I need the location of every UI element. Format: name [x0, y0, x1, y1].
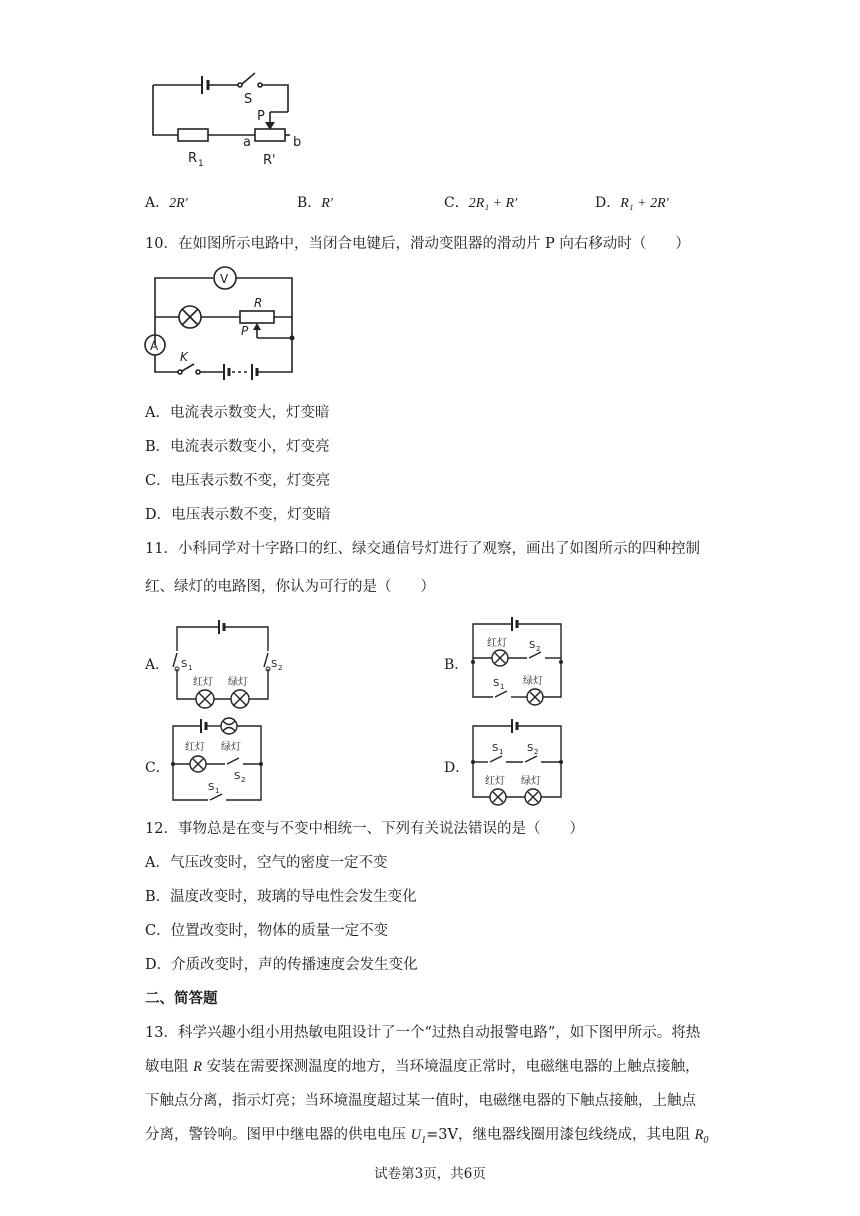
q11-option-d-label: D． [444, 760, 470, 776]
page-footer: 试卷第3页，共6页 [374, 1166, 486, 1182]
q13-line3: 下触点分离，指示灯亮；当环境温度超过某一值时，电磁继电器的下触点接触，上触点 [145, 1093, 696, 1109]
q9-r1-subscript: 1 [198, 159, 204, 169]
q11c-green: 绿灯 [221, 742, 241, 753]
q12-option-b: B．温度改变时，玻璃的导电性会发生变化 [145, 889, 417, 905]
q11c-s1-sub: 1 [215, 787, 220, 795]
section-heading: 二、简答题 [145, 990, 218, 1007]
q11-circuit-a [165, 615, 290, 710]
q11-option-a-label: A． [145, 657, 170, 673]
q9-rprime-label: R' [263, 153, 276, 168]
q9-option-d: D．R₁ + 2R′ [595, 195, 669, 211]
q11c-s1: S [208, 782, 215, 793]
q13-line4: 分离，警铃响。图甲中继电器的供电电压 $U_1=3V$，继电器线圈用漆包线绕成，其电阻 $R_0$ [145, 1127, 709, 1146]
q10-option-d: D．电压表示数不变，灯变暗 [145, 507, 331, 523]
q11-option-c-label: C． [145, 760, 170, 776]
q11a-s1: S [181, 659, 188, 670]
q10-circuit-diagram [140, 260, 310, 385]
q12-option-c: C．位置改变时，物体的质量一定不变 [145, 923, 389, 939]
q10-option-c: C．电压表示数不变，灯变亮 [145, 473, 331, 489]
q9-option-b: B．R′ [297, 195, 333, 211]
q11-circuit-d [465, 712, 570, 812]
q11-circuit-c [165, 712, 275, 807]
q11d-s1-sub: 1 [499, 748, 504, 756]
q10-voltmeter-label: V [220, 272, 229, 286]
q11b-s2: S [529, 640, 536, 651]
q10-r-label: R [254, 296, 263, 310]
q11d-s2: S [527, 743, 534, 754]
q12-option-a: A．气压改变时，空气的密度一定不变 [145, 855, 388, 871]
q11b-s1: S [493, 678, 500, 689]
q11-option-b-label: B． [444, 657, 469, 673]
q11a-s1-sub: 1 [188, 664, 193, 672]
q11b-green: 绿灯 [523, 676, 543, 687]
q11c-s2-sub: 2 [241, 776, 246, 784]
q9-b-label: b [293, 135, 302, 150]
q13-line1: 13．科学兴趣小组小用热敏电阻设计了一个“过热自动报警电路”，如下图甲所示。将热 [145, 1025, 701, 1041]
q11d-s2-sub: 2 [534, 748, 539, 756]
q11a-red: 红灯 [193, 677, 213, 688]
q10-option-b: B．电流表示数变小，灯变亮 [145, 439, 330, 455]
q11a-green: 绿灯 [228, 677, 248, 688]
q11b-red: 红灯 [487, 638, 507, 649]
q11b-s1-sub: 1 [500, 683, 505, 691]
q12-option-d: D．介质改变时，声的传播速度会发生变化 [145, 957, 418, 973]
q10-k-label: K [180, 350, 188, 364]
q9-a-label: a [243, 135, 251, 150]
q11a-s2-sub: 2 [278, 664, 283, 672]
q10-p-label: P [241, 324, 249, 338]
q11c-red: 红灯 [185, 742, 205, 753]
q11b-s2-sub: 2 [536, 645, 541, 653]
q10-option-a: A．电流表示数变大，灯变暗 [145, 405, 330, 421]
q9-switch-label: S [244, 92, 253, 107]
q11-circuit-b [465, 612, 570, 712]
q12-stem: 12．事物总是在变与不变中相统一、下列有关说法错误的是（ ） [145, 821, 584, 837]
q11d-s1: S [492, 743, 499, 754]
q11a-s2: S [271, 659, 278, 670]
q11d-red: 红灯 [485, 776, 505, 787]
q11d-green: 绿灯 [521, 776, 541, 787]
q10-stem: 10．在如图所示电路中，当闭合电键后，滑动变阻器的滑动片 P 向右移动时（ ） [145, 236, 690, 252]
q13-line2: 敏电阻 R 安装在需要探测温度的地方，当环境温度正常时，电磁继电器的上触点接触， [145, 1059, 700, 1075]
q10-ammeter-label: A [150, 339, 159, 353]
q11-stem-line1: 11．小科同学对十字路口的红、绿交通信号灯进行了观察，画出了如图所示的四种控制 [145, 541, 700, 557]
q9-slider-label: P [257, 109, 265, 124]
q9-circuit-diagram [140, 40, 320, 180]
q11c-s2: S [234, 771, 241, 782]
q11-stem-line2: 红、绿灯的电路图，你认为可行的是（ ） [145, 579, 435, 595]
q9-option-c: C．2R₁ + R′ [444, 195, 518, 211]
q9-option-a: A．2R′ [145, 195, 188, 211]
q9-r1-label: R [188, 151, 198, 166]
